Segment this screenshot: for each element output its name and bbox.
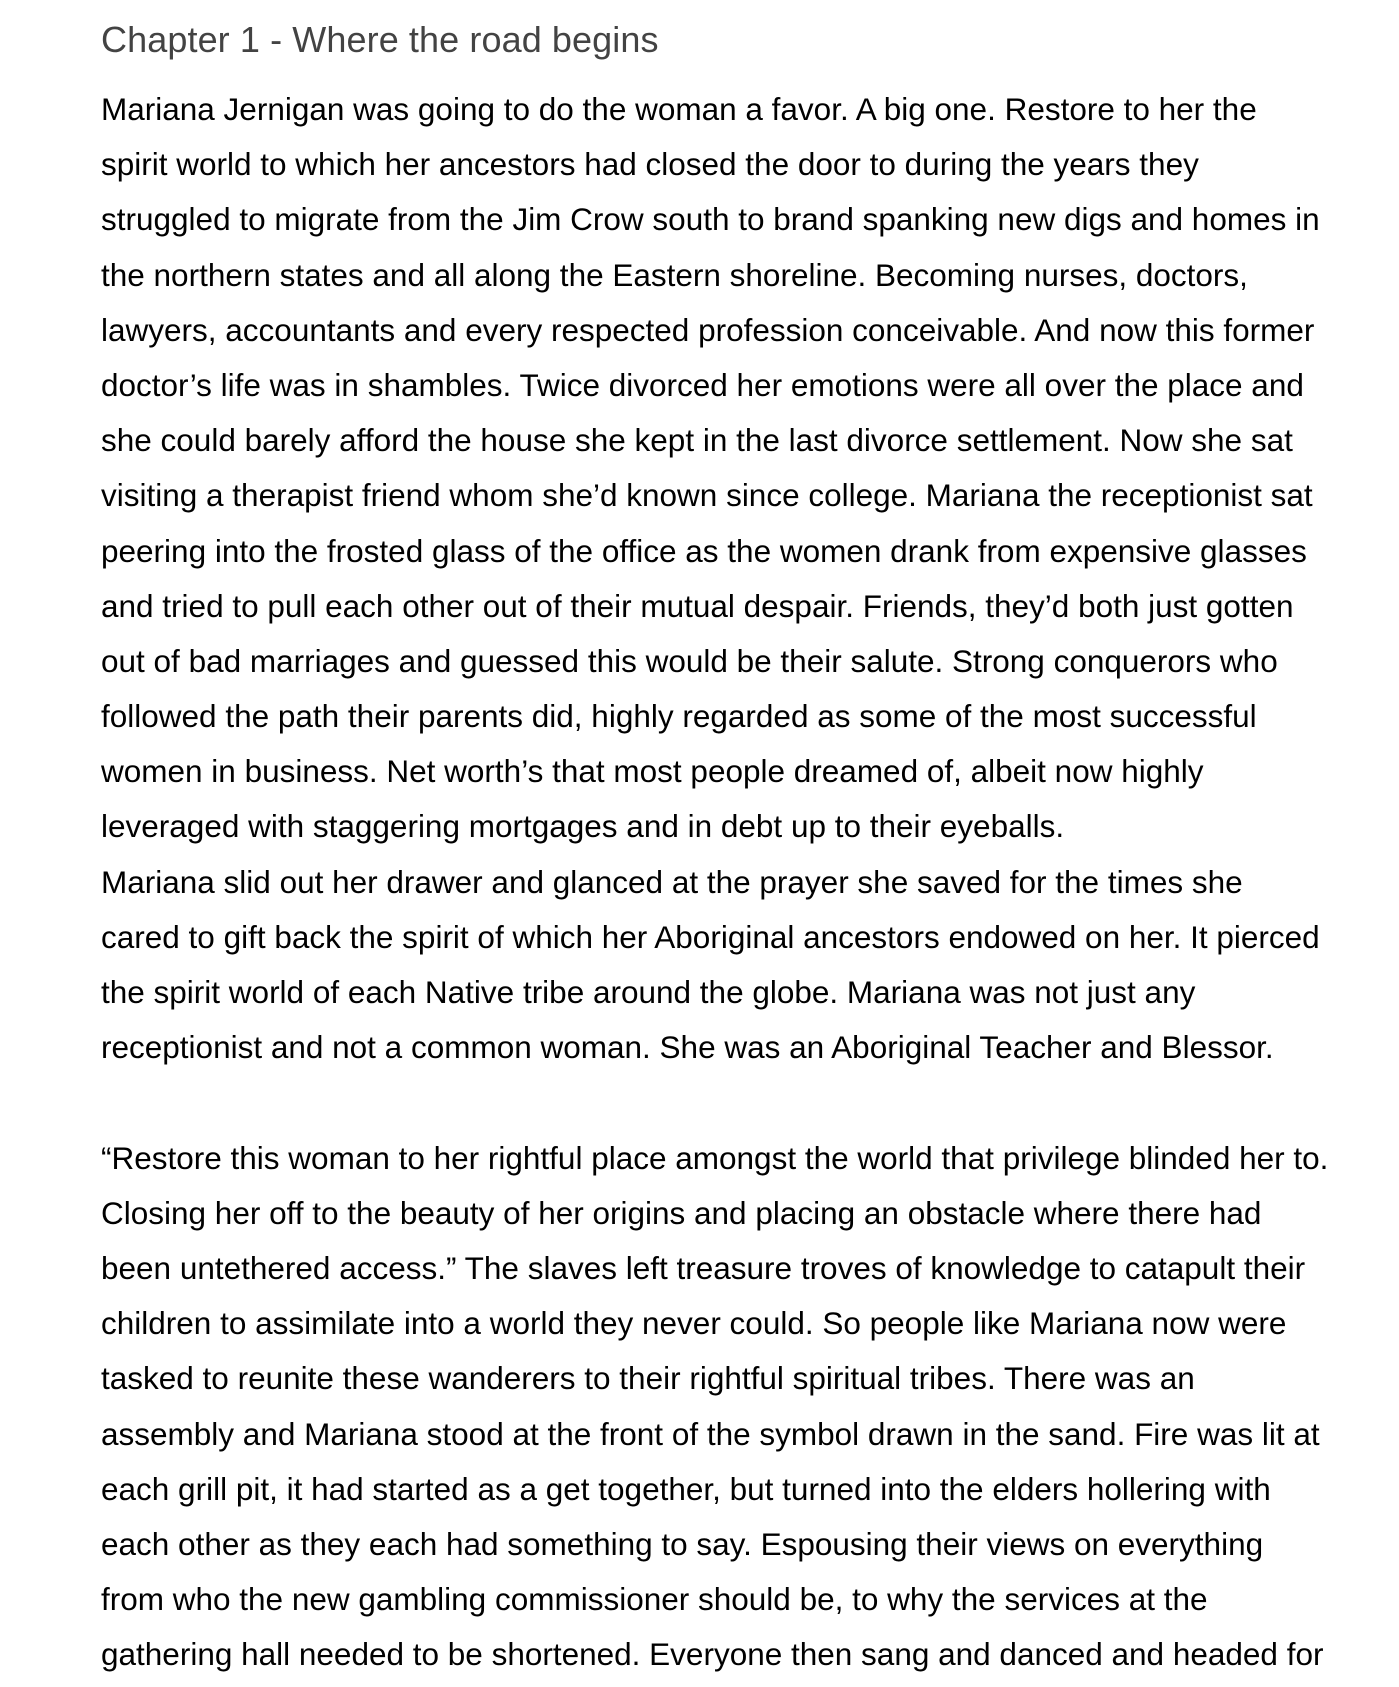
paragraph-spacer (101, 1075, 1361, 1130)
text-line: peering into the frosted glass of the office as the women drank from expensive glasses (101, 532, 1307, 569)
text-line: the northern states and all along the Eastern shoreline. Becoming nurses, doctors, (101, 256, 1248, 293)
chapter-title: Chapter 1 - Where the road begins (101, 19, 659, 60)
text-line: each grill pit, it had started as a get together, but turned into the elders hollering with (101, 1470, 1271, 1507)
paragraph-2 (101, 855, 1361, 1076)
text-line: lawyers, accountants and every respected profession conceivable. And now this former (101, 311, 1315, 348)
paragraph-1 (101, 82, 1361, 855)
text-line: doctor’s life was in shambles. Twice divorced her emotions were all over the place and (101, 366, 1304, 403)
text-line: Mariana Jernigan was going to do the woman a favor. A big one. Restore to her the (101, 91, 1257, 127)
text-line: visiting a therapist friend whom she’d known since college. Mariana the receptionist sat (101, 477, 1313, 514)
paragraph-3 (101, 1131, 1361, 1683)
text-line: Mariana slid out her drawer and glanced at the prayer she saved for the times she (101, 863, 1243, 900)
document-page (101, 0, 1361, 1682)
text-line: been untethered access.” The slaves left treasure troves of knowledge to catapult their (101, 1249, 1306, 1286)
text-line: spirit world to which her ancestors had closed the door to during the years they (101, 146, 1199, 183)
text-line: tasked to reunite these wanderers to their rightful spiritual tribes. There was an (101, 1360, 1195, 1397)
text-line: gathering hall needed to be shortened. Everyone then sang and danced and headed for (101, 1636, 1324, 1673)
text-line: children to assimilate into a world they never could. So people like Mariana now were (101, 1305, 1287, 1342)
text-line: from who the new gambling commissioner should be, to why the services at the (101, 1581, 1208, 1618)
text-line: leveraged with staggering mortgages and in debt up to their eyeballs. (101, 808, 1065, 845)
text-line: struggled to migrate from the Jim Crow south to brand spanking new digs and homes in (101, 201, 1320, 238)
text-line: assembly and Mariana stood at the front of the symbol drawn in the sand. Fire was lit at (101, 1415, 1320, 1452)
text-line: women in business. Net worth’s that most people dreamed of, albeit now highly (101, 753, 1204, 790)
text-line: the spirit world of each Native tribe around the globe. Mariana was not just any (101, 974, 1196, 1010)
text-line: each other as they each had something to say. Espousing their views on everything (101, 1525, 1264, 1562)
text-line: and tried to pull each other out of their mutual despair. Friends, they’d both just gotten (101, 587, 1294, 624)
text-line: she could barely afford the house she kept in the last divorce settlement. Now she sat (101, 422, 1293, 459)
text-line: followed the path their parents did, highly regarded as some of the most successful (101, 698, 1257, 735)
text-line: “Restore this woman to her rightful place amongst the world that privilege blinded her to. (101, 1139, 1329, 1176)
text-line: cared to gift back the spirit of which her Aboriginal ancestors endowed on her. It pierced (101, 918, 1320, 955)
text-line: out of bad marriages and guessed this would be their salute. Strong conquerors who (101, 642, 1278, 679)
text-line: Closing her off to the beauty of her origins and placing an obstacle where there had (101, 1194, 1262, 1231)
text-line: receptionist and not a common woman. She was an Aboriginal Teacher and Blessor. (101, 1029, 1274, 1066)
